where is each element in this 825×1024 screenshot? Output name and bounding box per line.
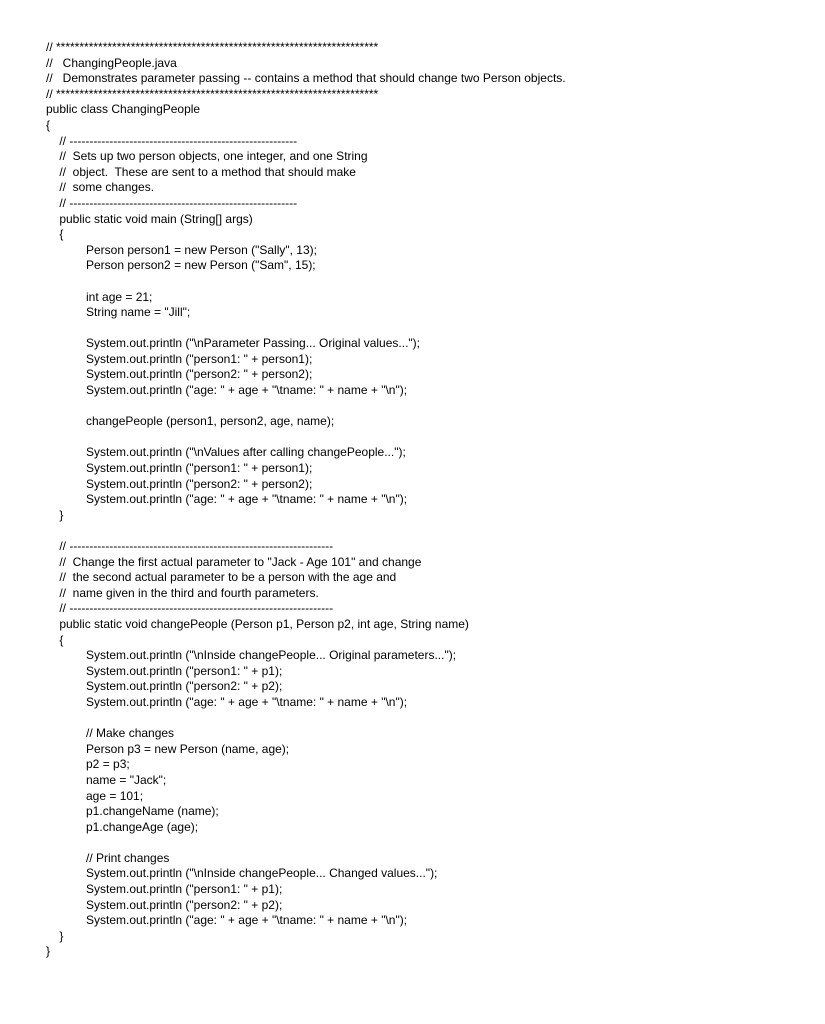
code-line bbox=[46, 399, 825, 415]
code-line: System.out.println ("\nInside changePeople... Original parameters..."); bbox=[46, 648, 457, 663]
code-line: System.out.println ("person2: " + p2); bbox=[46, 897, 283, 912]
code-line bbox=[46, 321, 825, 337]
code-line: System.out.println ("age: " + age + "\tname: " + name + "\n"); bbox=[46, 383, 408, 398]
code-line: System.out.println ("age: " + age + "\tname: " + name + "\n"); bbox=[46, 492, 408, 507]
code-line: // ********************************************************************* bbox=[46, 40, 379, 54]
code-line: System.out.println ("person1: " + p1); bbox=[46, 663, 283, 678]
code-line: p2 = p3; bbox=[46, 757, 130, 772]
code-line: // ------------------------------------------------------------------ bbox=[46, 539, 334, 553]
code-line: System.out.println ("\nValues after calling changePeople..."); bbox=[46, 445, 406, 460]
code-line: System.out.println ("person1: " + person1); bbox=[46, 351, 313, 366]
code-line: // ------------------------------------------------------------------ bbox=[46, 601, 334, 616]
code-line bbox=[46, 523, 825, 539]
code-line bbox=[46, 835, 825, 851]
code-line: public static void main (String[] args) bbox=[46, 211, 253, 226]
code-line: // name given in the third and fourth parameters. bbox=[46, 585, 319, 600]
code-line: // ChangingPeople.java bbox=[46, 55, 177, 70]
code-line: // Sets up two person objects, one integer, and one String bbox=[46, 149, 368, 164]
code-line: int age = 21; bbox=[46, 289, 153, 304]
code-line bbox=[46, 274, 825, 290]
code-line: name = "Jack"; bbox=[46, 772, 167, 787]
code-line: Person person1 = new Person ("Sally", 13); bbox=[46, 242, 317, 257]
code-line: } bbox=[46, 928, 64, 943]
code-line: // Change the first actual parameter to "Jack - Age 101" and change bbox=[46, 554, 422, 569]
code-line: // some changes. bbox=[46, 180, 155, 195]
code-line: System.out.println ("person2: " + p2); bbox=[46, 679, 283, 694]
code-line: // --------------------------------------------------------- bbox=[46, 195, 298, 210]
code-document bbox=[46, 40, 825, 960]
code-line: } bbox=[46, 507, 64, 522]
code-line: } bbox=[46, 944, 51, 959]
code-line: // ********************************************************************* bbox=[46, 86, 379, 101]
code-line: String name = "Jill"; bbox=[46, 305, 191, 320]
code-line: System.out.println ("\nInside changePeople... Changed values..."); bbox=[46, 866, 438, 881]
code-line: // the second actual parameter to be a person with the age and bbox=[46, 570, 397, 585]
code-line: p1.changeName (name); bbox=[46, 804, 219, 819]
code-line: System.out.println ("age: " + age + "\tname: " + name + "\n"); bbox=[46, 694, 408, 709]
code-line: System.out.println ("person1: " + person1); bbox=[46, 461, 313, 476]
code-line: System.out.println ("person2: " + person2); bbox=[46, 367, 313, 382]
code-line: { bbox=[46, 117, 51, 132]
code-line: { bbox=[46, 632, 64, 647]
code-line: System.out.println ("person2: " + person2); bbox=[46, 476, 313, 491]
code-line: // object. These are sent to a method that should make bbox=[46, 164, 356, 179]
code-line: age = 101; bbox=[46, 788, 144, 803]
code-line bbox=[46, 430, 825, 446]
code-line: // Print changes bbox=[46, 850, 170, 865]
code-line: System.out.println ("\nParameter Passing... Original values..."); bbox=[46, 336, 420, 351]
code-line: p1.changeAge (age); bbox=[46, 819, 199, 834]
code-line: // Demonstrates parameter passing -- contains a method that should change two Person objects. bbox=[46, 71, 566, 86]
code-line: Person p3 = new Person (name, age); bbox=[46, 741, 290, 756]
code-line: { bbox=[46, 227, 64, 242]
code-line: public static void changePeople (Person p1, Person p2, int age, String name) bbox=[46, 616, 469, 631]
code-line bbox=[46, 711, 825, 727]
code-line: // --------------------------------------------------------- bbox=[46, 133, 298, 148]
code-line: System.out.println ("person1: " + p1); bbox=[46, 882, 283, 897]
code-line: System.out.println ("age: " + age + "\tname: " + name + "\n"); bbox=[46, 913, 408, 928]
code-line: Person person2 = new Person ("Sam", 15); bbox=[46, 258, 316, 273]
code-line: changePeople (person1, person2, age, name); bbox=[46, 414, 335, 429]
code-line: // Make changes bbox=[46, 726, 175, 741]
code-line: public class ChangingPeople bbox=[46, 102, 201, 117]
